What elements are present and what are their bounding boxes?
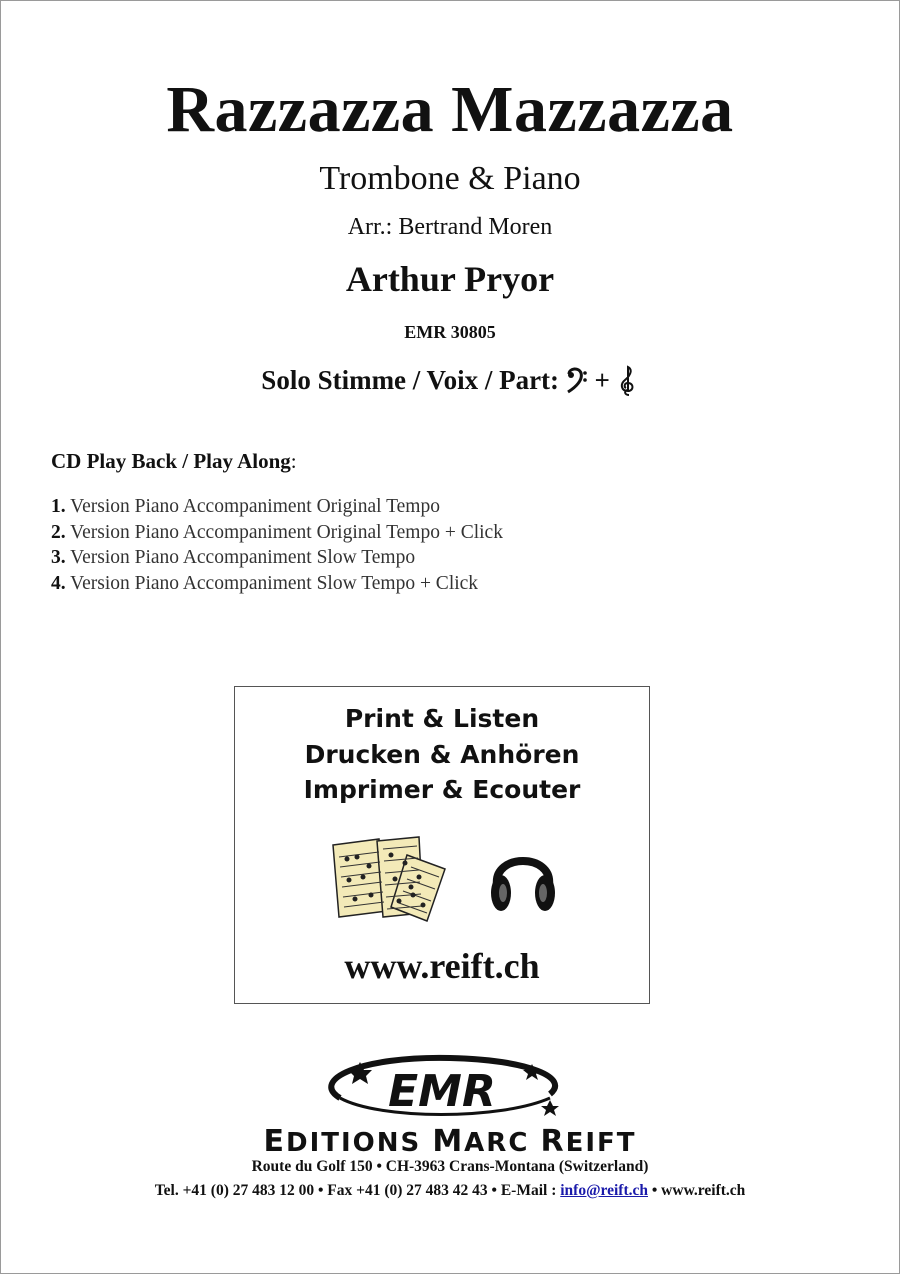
publisher-name-part: E: [263, 1124, 286, 1159]
track-text: Version Piano Accompaniment Original Tempo + Click: [70, 521, 503, 543]
track-number: 4.: [51, 572, 66, 594]
solo-part-label: Solo Stimme / Voix / Part:: [261, 365, 560, 395]
track-text: Version Piano Accompaniment Slow Tempo: [70, 547, 416, 568]
track-number: 2.: [51, 521, 66, 543]
emr-logo: [300, 1050, 580, 1128]
bass-clef-icon: [566, 365, 588, 395]
track-number: 3.: [51, 547, 66, 568]
promo-box: [234, 686, 650, 1004]
list-item: [51, 494, 503, 520]
promo-website: www.reift.ch: [344, 946, 540, 986]
publisher-name-part: DITIONS: [286, 1128, 433, 1158]
publisher-name-part: R: [540, 1124, 566, 1159]
promo-line-de: Drucken & Anhören: [304, 740, 580, 769]
list-item: [51, 520, 503, 546]
track-number: 1.: [51, 496, 66, 517]
solo-part-line: [0, 364, 900, 398]
catalog-number: EMR 30805: [404, 322, 496, 342]
contact-suffix: • www.reift.ch: [648, 1182, 746, 1199]
publisher-name-part: ARC: [464, 1128, 541, 1158]
part-plus: +: [594, 365, 610, 395]
logo-text: EMR: [388, 1066, 496, 1117]
composer: Arthur Pryor: [345, 259, 555, 299]
publisher-name-part: EIFT: [565, 1128, 637, 1158]
list-item: [51, 545, 503, 571]
headphones-icon: [487, 839, 559, 919]
track-text: Version Piano Accompaniment Slow Tempo + Click: [70, 572, 479, 594]
contact-prefix: Tel. +41 (0) 27 483 12 00 • Fax +41 (0) 27 483 42 43 • E-Mail :: [154, 1182, 561, 1199]
publisher-address: Route du Golf 150 • CH-3963 Crans-Montana (Switzerland): [251, 1158, 649, 1175]
cd-heading: [51, 449, 297, 474]
page-title: Razzazza Mazzazza: [166, 73, 734, 146]
list-item: [51, 571, 503, 597]
treble-clef-icon: [617, 364, 639, 398]
cd-heading-text: CD Play Back / Play Along: [51, 449, 291, 473]
publisher-contact: [0, 1182, 900, 1200]
publisher-name: [0, 1124, 900, 1159]
email-link[interactable]: info@reift.ch: [560, 1182, 648, 1199]
arranger: Arr.: Bertrand Moren: [347, 214, 553, 240]
track-list: [51, 494, 503, 596]
track-text: Version Piano Accompaniment Original Tempo: [70, 496, 440, 517]
publisher-name-part: M: [432, 1124, 465, 1159]
promo-line-en: Print & Listen: [344, 704, 540, 733]
promo-line-fr: Imprimer & Ecouter: [303, 775, 581, 804]
instrumentation: Trombone & Piano: [319, 160, 581, 197]
sheet-music-icon: [327, 833, 455, 925]
cd-heading-colon: :: [290, 449, 297, 473]
